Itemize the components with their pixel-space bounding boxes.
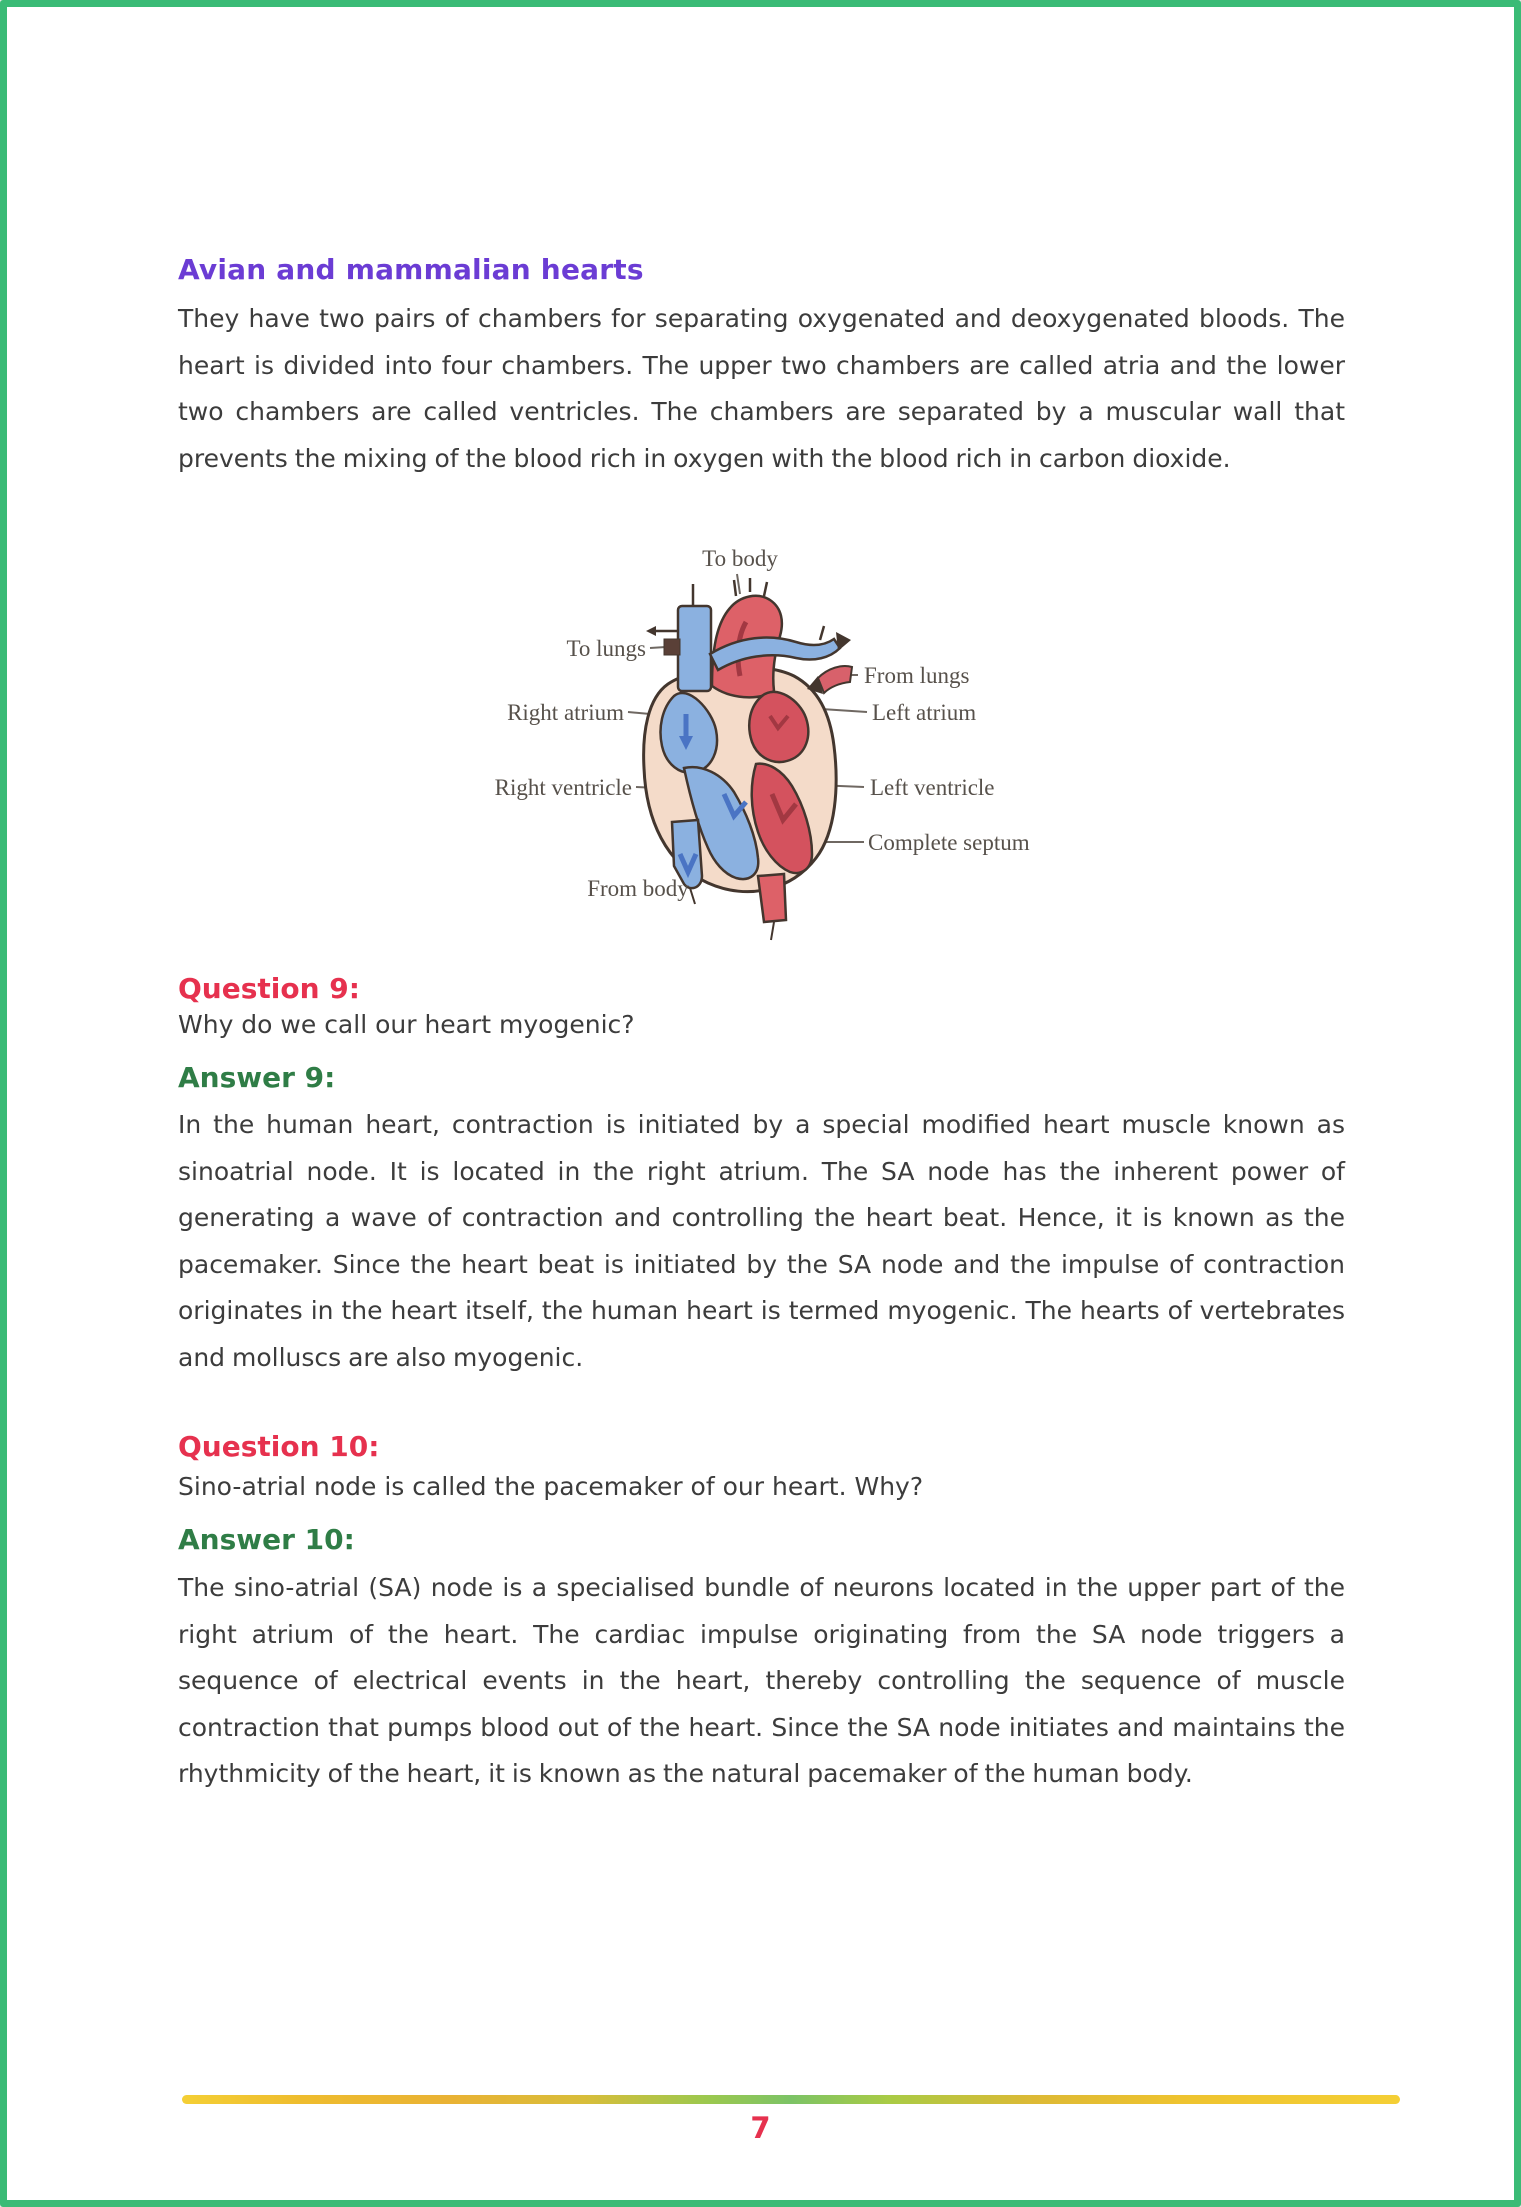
- superior-vena-cava-shape: [646, 584, 711, 691]
- section-paragraph: They have two pairs of chambers for separating oxygenated and deoxygenated bloods. The heart is divided into four chambers. The upper two chambers are called atria and the lower two chambers are called ventricles. The chambers are separated by a muscular wall that prevents the mixing of the blood rich in oxygen with the blood rich in carbon dioxide.: [178, 304, 1345, 473]
- answer-9-text: In the human heart, contraction is initiated by a special modified heart muscle known as sinoatrial node. It is located in the right atrium. The SA node has the inherent power of generating a wave of contraction and controlling the heart beat. Hence, it is known as the pacemaker. Since the heart beat is initiated by the SA node and the impulse of contraction originates in the heart itself, the human heart is termed myogenic. The hearts of vertebrates and molluscs are also myogenic.: [178, 1110, 1345, 1372]
- figure-label-to-body: To body: [702, 546, 778, 571]
- heart-figure: [440, 536, 1070, 956]
- answer-10-text: The sino-atrial (SA) node is a specialised bundle of neurons located in the upper part of the right atrium of the heart. The cardiac impulse originating from the SA node triggers a sequence of electrical events in the heart, thereby controlling the sequence of muscle contraction that pumps blood out of the heart. Since the SA node initiates and maintains the rhythmicity of the heart, it is known as the natural pacemaker of the human body.: [178, 1573, 1345, 1788]
- figure-label-to-lungs: To lungs: [566, 636, 646, 661]
- figure-label-complete-septum: Complete septum: [868, 830, 1030, 855]
- figure-label-right-ventricle: Right ventricle: [494, 775, 632, 800]
- answer-9-label: Answer 9:: [178, 1061, 336, 1094]
- question-10-label: Question 10:: [178, 1430, 380, 1463]
- page-number: 7: [750, 2111, 771, 2145]
- figure-label-left-atrium: Left atrium: [872, 700, 977, 725]
- pulmonary-vein-shape: [807, 666, 852, 694]
- figure-label-left-ventricle: Left ventricle: [870, 775, 995, 800]
- descending-vessel-shape: [758, 874, 786, 940]
- heart-diagram: [440, 536, 1070, 956]
- question-9-text: Why do we call our heart myogenic?: [178, 1010, 635, 1039]
- figure-label-right-atrium: Right atrium: [507, 700, 624, 725]
- figure-label-from-lungs: From lungs: [864, 663, 970, 688]
- question-9-label: Question 9:: [178, 972, 360, 1005]
- figure-label-from-body: From body: [587, 876, 689, 901]
- footer-divider-line: [182, 2095, 1400, 2104]
- question-10-text: Sino-atrial node is called the pacemaker of our heart. Why?: [178, 1472, 924, 1501]
- answer-10-label: Answer 10:: [178, 1523, 355, 1556]
- section-heading: Avian and mammalian hearts: [178, 253, 644, 286]
